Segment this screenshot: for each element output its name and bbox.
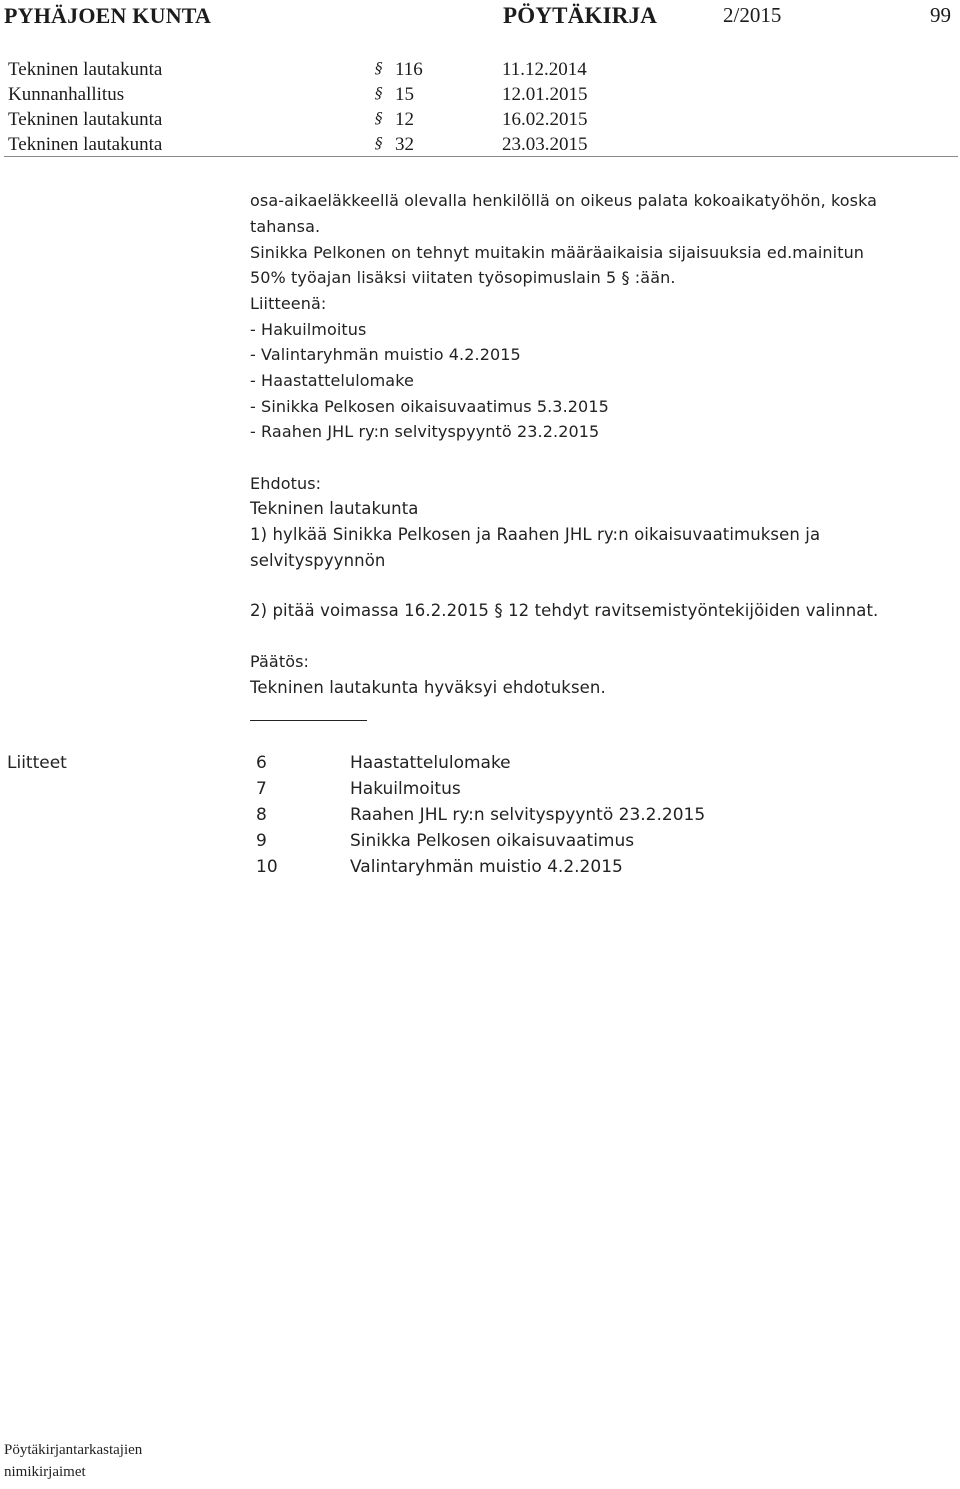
attachment-number: 8 xyxy=(256,805,267,825)
body-line: Sinikka Pelkonen on tehnyt muitakin määräaikaisia sijaisuuksia ed.mainitun xyxy=(250,243,865,262)
history-date: 12.01.2015 xyxy=(502,84,588,105)
proposal-heading: Ehdotus: xyxy=(250,474,322,493)
history-body: Tekninen lautakunta xyxy=(8,134,163,155)
proposal-line: selvityspyynnön xyxy=(250,551,386,570)
history-number: 116 xyxy=(395,59,423,80)
proposal-item-2: 2) pitää voimassa 16.2.2015 § 12 tehdyt ravitsemistyöntekijöiden valinnat. xyxy=(250,601,879,620)
body-line: osa-aikaeläkkeellä olevalla henkilöllä on oikeus palata kokoaikatyöhön, koska xyxy=(250,191,878,210)
decision-text: Tekninen lautakunta hyväksyi ehdotuksen. xyxy=(250,678,606,697)
proposal-line: Tekninen lautakunta xyxy=(250,499,419,518)
history-number: 15 xyxy=(395,84,414,105)
attachment-number: 10 xyxy=(256,857,278,877)
municipality-name: PYHÄJOEN KUNTA xyxy=(4,3,212,28)
attachment-number: 9 xyxy=(256,831,267,851)
history-body: Kunnanhallitus xyxy=(8,84,125,105)
issue-number: 2/2015 xyxy=(723,3,782,27)
footer-line: nimikirjaimet xyxy=(4,1464,86,1480)
proposal-line: 1) hylkää Sinikka Pelkosen ja Raahen JHL ry:n oikaisuvaatimuksen ja xyxy=(250,525,821,544)
history-date: 16.02.2015 xyxy=(502,109,588,130)
attachment-list-item: - Hakuilmoitus xyxy=(250,320,367,339)
attachment-title: Valintaryhmän muistio 4.2.2015 xyxy=(350,857,623,877)
attachment-list-item: - Valintaryhmän muistio 4.2.2015 xyxy=(250,345,521,364)
header-divider xyxy=(4,156,958,157)
footer-line: Pöytäkirjantarkastajien xyxy=(4,1442,143,1458)
attachment-title: Sinikka Pelkosen oikaisuvaatimus xyxy=(350,831,635,851)
section-symbol: § xyxy=(375,84,383,102)
section-symbol: § xyxy=(375,134,383,152)
history-number: 12 xyxy=(395,109,414,130)
body-line: 50% työajan lisäksi viitaten työsopimuslain 5 § :ään. xyxy=(250,268,676,287)
attachment-title: Haastattelulomake xyxy=(350,753,511,773)
decision-heading: Päätös: xyxy=(250,652,310,671)
attachment-title: Hakuilmoitus xyxy=(350,779,461,799)
document-type: PÖYTÄKIRJA xyxy=(503,3,658,28)
attachment-title: Raahen JHL ry:n selvityspyyntö 23.2.2015 xyxy=(350,805,706,825)
section-symbol: § xyxy=(375,59,383,77)
history-body: Tekninen lautakunta xyxy=(8,109,163,130)
attachment-number: 6 xyxy=(256,753,267,773)
history-date: 23.03.2015 xyxy=(502,134,588,155)
attachments-label: Liitteet xyxy=(7,753,67,773)
attachment-number: 7 xyxy=(256,779,267,799)
history-number: 32 xyxy=(395,134,414,155)
section-end-line xyxy=(250,720,367,721)
history-date: 11.12.2014 xyxy=(502,59,587,80)
attachment-list-item: - Raahen JHL ry:n selvityspyyntö 23.2.2015 xyxy=(250,422,600,441)
page-number: 99 xyxy=(930,3,951,27)
history-body: Tekninen lautakunta xyxy=(8,59,163,80)
attachments-intro: Liitteenä: xyxy=(250,294,327,313)
attachment-list-item: - Sinikka Pelkosen oikaisuvaatimus 5.3.2015 xyxy=(250,397,609,416)
section-symbol: § xyxy=(375,109,383,127)
body-line: tahansa. xyxy=(250,217,321,236)
attachment-list-item: - Haastattelulomake xyxy=(250,371,414,390)
